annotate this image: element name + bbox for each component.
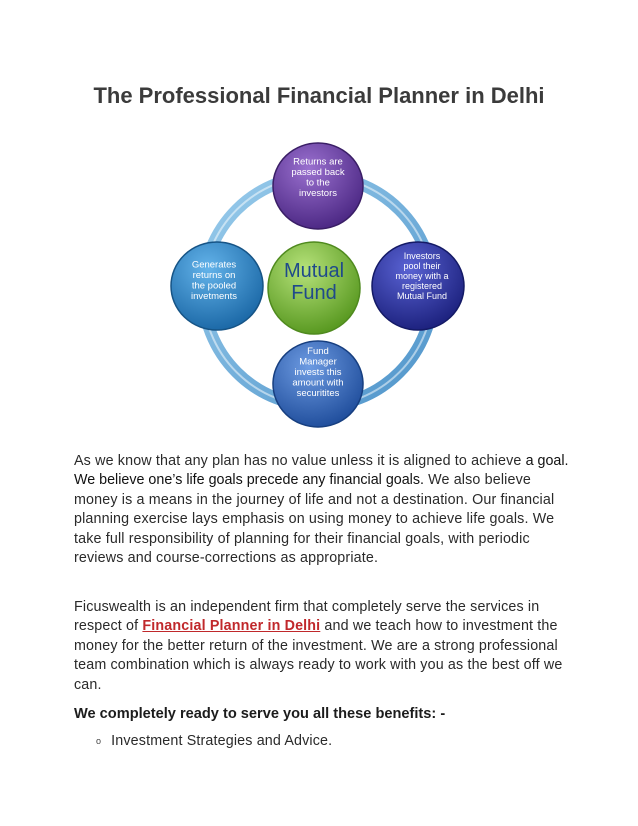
node-top-returns (273, 143, 363, 229)
center-node (268, 242, 360, 334)
diagram-node-line: amount with (292, 377, 344, 389)
diagram-node-line: money with a (395, 271, 449, 281)
diagram-node-line: returns on (192, 269, 236, 281)
diagram-node-line: investors (298, 187, 338, 199)
circle-bullet-icon: o (96, 736, 102, 747)
svg-text:Generatesreturns onthe pooledi (191, 259, 237, 302)
firm-text-before: Ficuswealth is an independent firm that completely serve the services in respect of (74, 599, 540, 635)
diagram-node-line: securitites (296, 388, 340, 399)
diagram-node-line: Generates (191, 259, 237, 271)
financial-planner-link[interactable]: Financial Planner in Delhi (142, 618, 321, 635)
intro-text-3: We also believe money is a means in the journey of life and not a destination. Our financial planning exercise lays emphasis on using money to achieve life goals. We take full responsibility of planning for their financial goals, with periodic reviews and course-corrections as appropriate. (74, 472, 555, 567)
benefits-heading: We completely ready to serve you all these benefits: - (74, 706, 446, 722)
diagram-node-line: Mutual (283, 260, 345, 282)
diagram-node-line: pool their (403, 261, 441, 271)
list-item-text: Investment Strategies and Advice. (111, 733, 333, 749)
diagram-node-line: passed back (291, 166, 345, 178)
intro-text-1: As we know that any plan has no value unless it is aligned to achieve (74, 453, 522, 469)
diagram-node-line: Fund (291, 282, 337, 304)
diagram-node-line: Investors (403, 251, 441, 261)
diagram-node-line: invetments (191, 290, 237, 302)
firm-text-after: and we teach how to investment the money for the better return of the investment. We are a strong professional team combination which is always ready to work with you as the best off we can. (74, 618, 563, 693)
diagram-node-line: Returns are (293, 156, 343, 168)
node-right-investors (372, 242, 464, 330)
page-title: The Professional Financial Planner in Delhi (93, 83, 545, 108)
intro-paragraph (74, 452, 574, 568)
svg-text:MutualFund (284, 260, 344, 304)
diagram-node-line: Fund (307, 346, 329, 357)
diagram-node-line: the pooled (191, 280, 237, 292)
intro-text-2: a goal. We believe one’s life goals precede any financial goals. (74, 453, 569, 489)
diagram-node-line: registered (401, 281, 443, 291)
node-bottom-fund-manager (273, 341, 363, 427)
list-item (96, 733, 332, 749)
svg-text:Returns arepassed backto thein (291, 156, 345, 199)
diagram-node-line: Mutual Fund (396, 291, 448, 301)
diagram-node-line: invests this (294, 367, 342, 378)
firm-paragraph (74, 598, 574, 695)
diagram-node-line: Manager (299, 356, 337, 368)
diagram-node-line: to the (306, 177, 330, 189)
node-left-returns (171, 242, 263, 330)
